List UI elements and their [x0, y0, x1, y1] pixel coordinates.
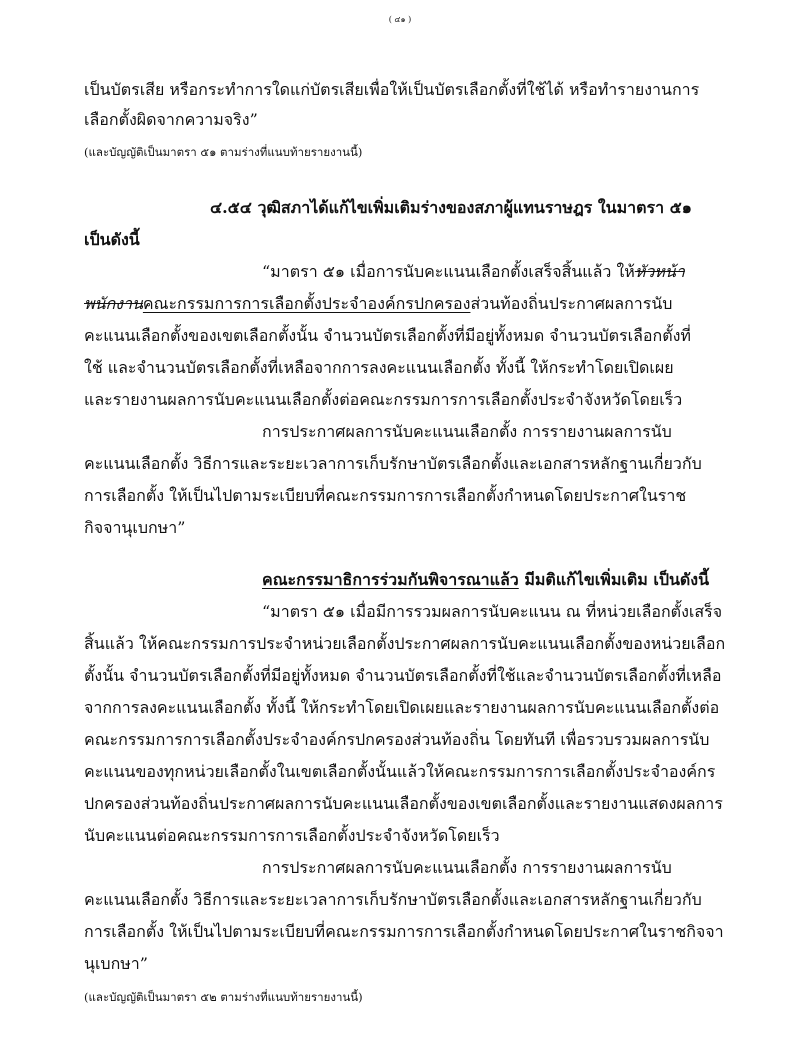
struck-text: พนักงาน — [84, 294, 143, 313]
paragraph-line: เป็นบัตรเสีย หรือกระทำการใดแก่บัตรเสียเพื่อให้เป็นบัตรเลือกตั้งที่ใช้ได้ หรือทำรายงานการ — [84, 80, 700, 99]
amended-section-line: ใช้ และจำนวนบัตรเลือกตั้งที่เหลือจากการลงคะแนนเลือกตั้ง ทั้งนี้ ให้กระทำโดยเปิดเผย — [84, 358, 674, 377]
amended-section-line: กิจจานุเบกษา” — [84, 518, 186, 537]
joint-section-line: จากการลงคะแนนเลือกตั้ง ทั้งนี้ ให้กระทำโดยเปิดเผยและรายงานผลการนับคะแนนเลือกตั้งต่อ — [84, 698, 720, 717]
amended-section-line: การประกาศผลการนับคะแนนเลือกตั้ง การรายงานผลการนับ — [262, 422, 672, 441]
joint-section-line: นับคะแนนต่อคณะกรรมการการเลือกตั้งประจำจังหวัดโดยเร็ว — [84, 826, 500, 845]
paragraph-line: เลือกตั้งผิดจากความจริง” — [84, 110, 258, 129]
joint-section-line: “มาตรา ๕๑ เมื่อมีการรวมผลการนับคะแนน ณ ที่หน่วยเลือกตั้งเสร็จ — [262, 602, 723, 621]
joint-section-line: นุเบกษา” — [84, 954, 148, 973]
joint-section-line: คณะกรรมการการเลือกตั้งประจำองค์กรปกครองส่วนท้องถิ่น โดยทันที เพื่อรวบรวมผลการนับ — [84, 730, 710, 749]
footnote-reference: (และบัญญัติเป็นมาตรา ๕๒ ตามร่างที่แนบท้ายรายงานนี้) — [84, 990, 363, 1004]
section-text: “มาตรา ๕๑ เมื่อการนับคะแนนเลือกตั้งเสร็จสิ้นแล้ว ให้ — [262, 262, 635, 281]
joint-section-line: ตั้งนั้น จำนวนบัตรเลือกตั้งที่มีอยู่ทั้งหมด จำนวนบัตรเลือกตั้งที่ใช้และจำนวนบัตรเลือกตั้งที่เหลือ — [84, 666, 722, 685]
joint-section-line: ปกครองส่วนท้องถิ่นประกาศผลการนับคะแนนเลือกตั้งของเขตเลือกตั้งและรายงานแสดงผลการ — [84, 794, 723, 813]
amended-section-line: คะแนนเลือกตั้ง วิธีการและระยะเวลาการเก็บรักษาบัตรเลือกตั้งและเอกสารหลักฐานเกี่ยวกับ — [84, 454, 702, 473]
resolution-text: มีมติแก้ไขเพิ่มเติม เป็นดังนี้ — [518, 570, 710, 589]
joint-section-line: คะแนนเลือกตั้ง วิธีการและระยะเวลาการเก็บรักษาบัตรเลือกตั้งและเอกสารหลักฐานเกี่ยวกับ — [84, 890, 702, 909]
joint-section-line: สิ้นแล้ว ให้คณะกรรมการประจำหน่วยเลือกตั้งประกาศผลการนับคะแนนเลือกตั้งของหน่วยเลือก — [84, 634, 726, 653]
joint-section-line: การประกาศผลการนับคะแนนเลือกตั้ง การรายงานผลการนับ — [262, 858, 672, 877]
joint-section-line: การเลือกตั้ง ให้เป็นไปตามระเบียบที่คณะกรรมการการเลือกตั้งกำหนดโดยประกาศในราชกิจจา — [84, 922, 724, 941]
amended-section-line: และรายงานผลการนับคะแนนเลือกตั้งต่อคณะกรรมการการเลือกตั้งประจำจังหวัดโดยเร็ว — [84, 390, 683, 409]
inserted-text: คณะกรรมการการเลือกตั้งประจำองค์กรปกครอง — [142, 294, 471, 313]
page-number: ( ๔๑ ) — [388, 15, 412, 24]
amended-section-line: การเลือกตั้ง ให้เป็นไปตามระเบียบที่คณะกรรมการการเลือกตั้งกำหนดโดยประกาศในราช — [84, 486, 687, 505]
section-heading: ๔.๕๔ วุฒิสภาได้แก้ไขเพิ่มเติมร่างของสภาผู้แทนราษฎร ในมาตรา ๕๑ — [210, 198, 692, 217]
committee-label: คณะกรรมาธิการร่วมกันพิจารณาแล้ว — [262, 570, 519, 589]
amended-section-line — [84, 294, 672, 314]
section-heading-continued: เป็นดังนี้ — [84, 230, 140, 249]
struck-text: หัวหน้า — [634, 262, 685, 281]
footnote-reference: (และบัญญัติเป็นมาตรา ๕๑ ตามร่างที่แนบท้ายรายงานนี้) — [84, 145, 363, 159]
amended-section-line: คะแนนเลือกตั้งของเขตเลือกตั้งนั้น จำนวนบัตรเลือกตั้งที่มีอยู่ทั้งหมด จำนวนบัตรเลือกตั้งที่ — [84, 326, 691, 345]
section-text: ส่วนท้องถิ่นประกาศผลการนับ — [470, 294, 673, 313]
joint-section-line: คะแนนของทุกหน่วยเลือกตั้งในเขตเลือกตั้งนั้นแล้วให้คณะกรรมการการเลือกตั้งประจำองค์กร — [84, 762, 716, 781]
amended-section-line — [262, 262, 685, 282]
committee-resolution-heading — [262, 570, 709, 590]
